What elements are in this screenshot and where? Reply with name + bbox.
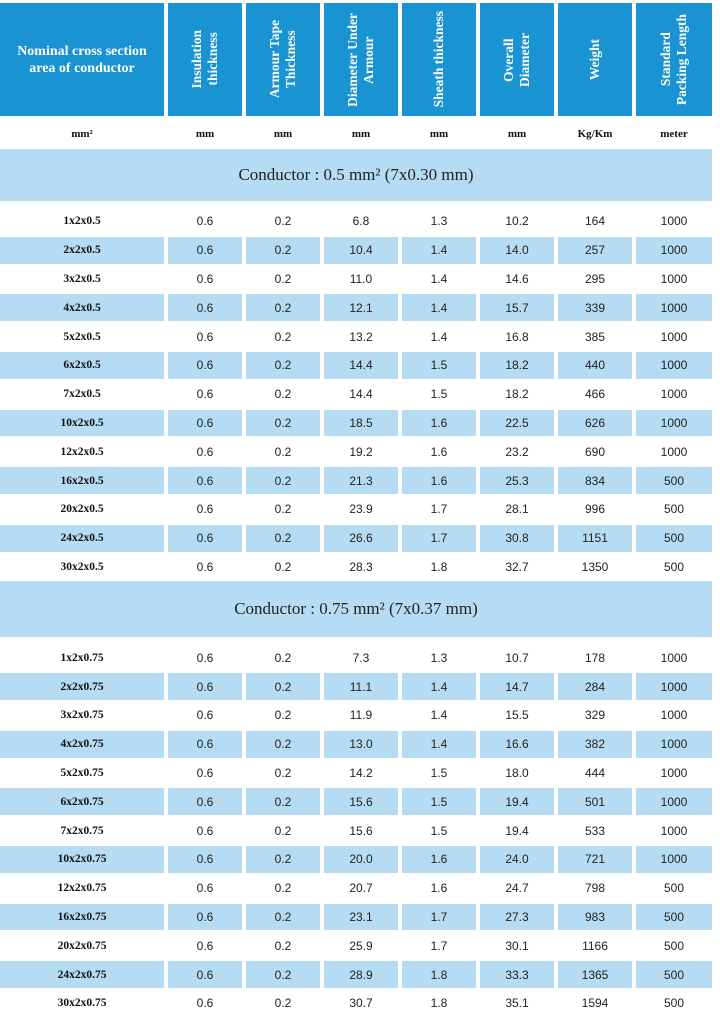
cell-sheath-thickness: 1.6 [402, 410, 476, 437]
cell-conductor-size: 12x2x0.5 [60, 445, 104, 458]
cell-conductor-size: 5x2x0.5 [63, 330, 101, 343]
cell-conductor-size: 24x2x0.5 [0, 525, 164, 552]
cell-overall-diameter: 14.6 [505, 271, 529, 286]
cell-overall-diameter: 33.3 [480, 961, 554, 988]
cell-overall-diameter: 23.2 [505, 444, 529, 459]
header-weight [558, 3, 632, 116]
cell-armour-tape-thickness: 0.2 [246, 410, 320, 437]
cell-conductor-size: 6x2x0.75 [0, 788, 164, 815]
cell-packing-length: 500 [663, 559, 685, 574]
header-insulation-thickness-label: Insulation thickness [189, 30, 220, 89]
cell-conductor-size: 30x2x0.75 [57, 997, 107, 1010]
cell-armour-tape-thickness: 0.2 [246, 352, 320, 379]
cell-diameter-under-armour: 28.9 [324, 961, 398, 988]
cell-weight: 440 [558, 352, 632, 379]
cell-insulation-thickness: 0.6 [196, 881, 214, 896]
cell-weight: 1166 [582, 938, 608, 953]
cell-diameter-under-armour: 18.5 [324, 410, 398, 437]
cell-conductor-size: 2x2x0.75 [0, 673, 164, 700]
cell-insulation-thickness: 0.6 [196, 650, 214, 665]
unit-weight: Kg/Km [577, 128, 613, 140]
cell-sheath-thickness: 1.4 [402, 294, 476, 321]
cell-weight: 501 [558, 788, 632, 815]
cell-weight: 834 [558, 467, 632, 494]
cell-diameter-under-armour: 15.6 [324, 788, 398, 815]
cell-conductor-size: 16x2x0.5 [0, 467, 164, 494]
cell-armour-tape-thickness: 0.2 [274, 502, 292, 517]
cell-sheath-thickness: 1.5 [430, 823, 448, 838]
cell-conductor-size: 3x2x0.5 [63, 272, 101, 285]
cell-sheath-thickness: 1.7 [430, 502, 448, 517]
cell-conductor-size: 5x2x0.75 [60, 766, 104, 779]
cell-diameter-under-armour: 28.3 [349, 559, 373, 574]
unit-armour-tape-thickness: mm [273, 128, 293, 140]
cell-diameter-under-armour: 11.1 [324, 673, 398, 700]
cell-packing-length: 1000 [660, 765, 688, 780]
cell-armour-tape-thickness: 0.2 [274, 765, 292, 780]
cell-packing-length: 1000 [660, 444, 688, 459]
cell-weight: 983 [558, 904, 632, 931]
cell-overall-diameter: 25.3 [480, 467, 554, 494]
cell-packing-length: 1000 [636, 410, 712, 437]
cell-armour-tape-thickness: 0.2 [274, 823, 292, 838]
header-sheath-thickness [402, 3, 476, 116]
header-weight-label: Weight [587, 38, 602, 81]
cell-insulation-thickness: 0.6 [168, 846, 242, 873]
cell-sheath-thickness: 1.6 [430, 881, 448, 896]
cell-conductor-size: 7x2x0.5 [63, 388, 101, 401]
cell-weight: 626 [558, 410, 632, 437]
cell-overall-diameter: 14.0 [480, 237, 554, 264]
header-standard-packing-length-label: Standard Packing Length [658, 13, 689, 106]
cell-diameter-under-armour: 30.7 [349, 996, 373, 1011]
header-diameter-under-armour-label: Diameter Under Armour [345, 12, 376, 107]
cell-overall-diameter: 16.8 [505, 329, 529, 344]
cell-weight: 533 [584, 823, 606, 838]
cell-packing-length: 1000 [636, 352, 712, 379]
unit-sheath-thickness: mm [429, 128, 449, 140]
cell-sheath-thickness: 1.7 [402, 525, 476, 552]
cell-insulation-thickness: 0.6 [168, 731, 242, 758]
unit-conductor-size: mm² [71, 128, 93, 140]
cell-overall-diameter: 15.5 [505, 708, 529, 723]
cell-conductor-size: 6x2x0.5 [0, 352, 164, 379]
cell-insulation-thickness: 0.6 [196, 387, 214, 402]
cell-diameter-under-armour: 14.4 [349, 387, 373, 402]
cell-insulation-thickness: 0.6 [168, 294, 242, 321]
header-standard-packing-length [636, 3, 712, 116]
header-armour-tape-thickness [246, 3, 320, 116]
cell-overall-diameter: 10.2 [505, 214, 529, 229]
cell-armour-tape-thickness: 0.2 [274, 938, 292, 953]
cell-packing-length: 1000 [660, 823, 688, 838]
cell-insulation-thickness: 0.6 [196, 329, 214, 344]
cell-weight: 1151 [558, 525, 632, 552]
cell-insulation-thickness: 0.6 [196, 444, 214, 459]
cell-overall-diameter: 15.7 [480, 294, 554, 321]
cell-packing-length: 1000 [636, 788, 712, 815]
cell-overall-diameter: 30.8 [480, 525, 554, 552]
cell-insulation-thickness: 0.6 [196, 559, 214, 574]
cell-armour-tape-thickness: 0.2 [274, 996, 292, 1011]
header-diameter-under-armour [324, 3, 398, 116]
header-sheath-thickness-label: Sheath thickness [431, 11, 446, 108]
header-insulation-thickness [168, 3, 242, 116]
cell-conductor-size: 20x2x0.75 [57, 939, 107, 952]
cell-diameter-under-armour: 11.0 [349, 271, 373, 286]
cell-insulation-thickness: 0.6 [196, 996, 214, 1011]
cell-armour-tape-thickness: 0.2 [246, 904, 320, 931]
cell-packing-length: 1000 [636, 846, 712, 873]
cell-weight: 382 [558, 731, 632, 758]
cell-insulation-thickness: 0.6 [196, 708, 214, 723]
cell-overall-diameter: 16.6 [480, 731, 554, 758]
cell-sheath-thickness: 1.5 [430, 765, 448, 780]
cell-weight: 257 [558, 237, 632, 264]
cell-packing-length: 1000 [636, 731, 712, 758]
cell-overall-diameter: 24.0 [480, 846, 554, 873]
cell-overall-diameter: 32.7 [505, 559, 529, 574]
cell-weight: 690 [584, 444, 606, 459]
cell-overall-diameter: 28.1 [505, 502, 529, 517]
unit-overall-diameter: mm [507, 128, 527, 140]
cell-insulation-thickness: 0.6 [168, 467, 242, 494]
cell-conductor-size: 7x2x0.75 [60, 824, 104, 837]
header-overall-diameter-label: Overall Diameter [501, 32, 532, 87]
cell-armour-tape-thickness: 0.2 [246, 294, 320, 321]
cell-packing-length: 500 [663, 996, 685, 1011]
cell-diameter-under-armour: 25.9 [349, 938, 373, 953]
cell-diameter-under-armour: 10.4 [324, 237, 398, 264]
cell-overall-diameter: 14.7 [480, 673, 554, 700]
cell-diameter-under-armour: 14.2 [349, 765, 373, 780]
cell-overall-diameter: 22.5 [480, 410, 554, 437]
cell-diameter-under-armour: 7.3 [352, 650, 370, 665]
cell-overall-diameter: 19.4 [480, 788, 554, 815]
cell-conductor-size: 4x2x0.75 [0, 731, 164, 758]
unit-diameter-under-armour: mm [351, 128, 371, 140]
cell-armour-tape-thickness: 0.2 [274, 444, 292, 459]
cell-insulation-thickness: 0.6 [196, 271, 214, 286]
cell-diameter-under-armour: 15.6 [349, 823, 373, 838]
cell-weight: 798 [584, 881, 606, 896]
cell-insulation-thickness: 0.6 [196, 938, 214, 953]
cell-weight: 1365 [558, 961, 632, 988]
cell-packing-length: 1000 [660, 650, 688, 665]
cell-armour-tape-thickness: 0.2 [246, 788, 320, 815]
cell-sheath-thickness: 1.5 [430, 387, 448, 402]
cell-conductor-size: 2x2x0.5 [0, 237, 164, 264]
cell-insulation-thickness: 0.6 [168, 961, 242, 988]
cell-diameter-under-armour: 23.9 [349, 502, 373, 517]
cell-weight: 339 [558, 294, 632, 321]
cell-overall-diameter: 27.3 [480, 904, 554, 931]
cell-armour-tape-thickness: 0.2 [274, 708, 292, 723]
cell-packing-length: 500 [636, 904, 712, 931]
header-nominal-cross-section-label: Nominal cross section area of conductor [17, 43, 147, 76]
cell-overall-diameter: 24.7 [505, 881, 529, 896]
cell-packing-length: 1000 [636, 294, 712, 321]
cell-insulation-thickness: 0.6 [196, 765, 214, 780]
cell-insulation-thickness: 0.6 [168, 352, 242, 379]
cell-sheath-thickness: 1.4 [402, 731, 476, 758]
cell-overall-diameter: 10.7 [505, 650, 529, 665]
cell-conductor-size: 1x2x0.75 [60, 651, 104, 664]
cell-diameter-under-armour: 6.8 [352, 214, 370, 229]
cell-armour-tape-thickness: 0.2 [246, 731, 320, 758]
cell-sheath-thickness: 1.5 [402, 788, 476, 815]
cell-packing-length: 1000 [660, 329, 688, 344]
cell-armour-tape-thickness: 0.2 [246, 846, 320, 873]
cell-sheath-thickness: 1.4 [430, 708, 448, 723]
cell-conductor-size: 24x2x0.75 [0, 961, 164, 988]
section-title: Conductor : 0.5 mm² (7x0.30 mm) [0, 149, 712, 201]
cell-packing-length: 1000 [660, 214, 688, 229]
cell-diameter-under-armour: 11.9 [349, 708, 373, 723]
cell-overall-diameter: 19.4 [505, 823, 529, 838]
cell-sheath-thickness: 1.6 [402, 467, 476, 494]
cell-sheath-thickness: 1.6 [402, 846, 476, 873]
cell-sheath-thickness: 1.7 [430, 938, 448, 953]
cell-conductor-size: 20x2x0.5 [60, 503, 104, 516]
cell-sheath-thickness: 1.6 [430, 444, 448, 459]
cell-conductor-size: 4x2x0.5 [0, 294, 164, 321]
unit-insulation-thickness: mm [195, 128, 215, 140]
cell-armour-tape-thickness: 0.2 [246, 525, 320, 552]
cell-overall-diameter: 18.2 [505, 387, 529, 402]
cell-sheath-thickness: 1.4 [402, 673, 476, 700]
cell-sheath-thickness: 1.3 [430, 650, 448, 665]
cell-sheath-thickness: 1.3 [430, 214, 448, 229]
header-nominal-cross-section [0, 3, 164, 116]
cell-armour-tape-thickness: 0.2 [246, 237, 320, 264]
cell-weight: 329 [584, 708, 606, 723]
cell-insulation-thickness: 0.6 [196, 214, 214, 229]
cell-conductor-size: 1x2x0.5 [63, 215, 101, 228]
cell-conductor-size: 10x2x0.75 [0, 846, 164, 873]
cell-sheath-thickness: 1.4 [402, 237, 476, 264]
header-overall-diameter [480, 3, 554, 116]
cell-armour-tape-thickness: 0.2 [274, 271, 292, 286]
cell-weight: 444 [584, 765, 606, 780]
cell-conductor-size: 12x2x0.75 [57, 882, 107, 895]
cell-sheath-thickness: 1.5 [402, 352, 476, 379]
cell-weight: 164 [584, 214, 606, 229]
cell-packing-length: 1000 [636, 673, 712, 700]
cell-conductor-size: 16x2x0.75 [0, 904, 164, 931]
cell-armour-tape-thickness: 0.2 [274, 387, 292, 402]
cell-packing-length: 1000 [636, 237, 712, 264]
cell-weight: 1594 [581, 996, 609, 1011]
cell-weight: 466 [584, 387, 606, 402]
cell-armour-tape-thickness: 0.2 [274, 650, 292, 665]
cell-diameter-under-armour: 20.7 [349, 881, 373, 896]
cell-packing-length: 500 [663, 502, 685, 517]
cell-armour-tape-thickness: 0.2 [274, 329, 292, 344]
cell-weight: 385 [584, 329, 606, 344]
cell-insulation-thickness: 0.6 [168, 788, 242, 815]
cell-diameter-under-armour: 26.6 [324, 525, 398, 552]
cell-sheath-thickness: 1.4 [430, 329, 448, 344]
cell-insulation-thickness: 0.6 [196, 502, 214, 517]
cell-diameter-under-armour: 13.0 [324, 731, 398, 758]
cell-armour-tape-thickness: 0.2 [246, 961, 320, 988]
cell-weight: 1350 [581, 559, 609, 574]
cell-armour-tape-thickness: 0.2 [274, 559, 292, 574]
header-armour-tape-thickness-label: Armour Tape Thickness [267, 20, 298, 99]
cell-packing-length: 500 [663, 938, 685, 953]
cell-armour-tape-thickness: 0.2 [274, 214, 292, 229]
cell-diameter-under-armour: 12.1 [324, 294, 398, 321]
cell-packing-length: 1000 [660, 387, 688, 402]
cell-sheath-thickness: 1.8 [402, 961, 476, 988]
cell-diameter-under-armour: 13.2 [349, 329, 373, 344]
cell-insulation-thickness: 0.6 [168, 237, 242, 264]
cell-insulation-thickness: 0.6 [168, 525, 242, 552]
cell-conductor-size: 30x2x0.5 [60, 560, 104, 573]
cell-packing-length: 1000 [660, 271, 688, 286]
cell-diameter-under-armour: 23.1 [324, 904, 398, 931]
cell-overall-diameter: 18.2 [480, 352, 554, 379]
cell-weight: 178 [584, 650, 606, 665]
cell-insulation-thickness: 0.6 [168, 673, 242, 700]
cell-insulation-thickness: 0.6 [168, 904, 242, 931]
cell-overall-diameter: 35.1 [505, 996, 529, 1011]
cell-sheath-thickness: 1.8 [430, 559, 448, 574]
cell-diameter-under-armour: 14.4 [324, 352, 398, 379]
cell-sheath-thickness: 1.4 [430, 271, 448, 286]
cell-sheath-thickness: 1.7 [402, 904, 476, 931]
cell-armour-tape-thickness: 0.2 [246, 467, 320, 494]
cell-armour-tape-thickness: 0.2 [274, 881, 292, 896]
cell-weight: 295 [584, 271, 606, 286]
cell-weight: 284 [558, 673, 632, 700]
cell-packing-length: 500 [636, 467, 712, 494]
cell-overall-diameter: 18.0 [505, 765, 529, 780]
cell-insulation-thickness: 0.6 [196, 823, 214, 838]
cell-diameter-under-armour: 19.2 [349, 444, 373, 459]
cell-diameter-under-armour: 21.3 [324, 467, 398, 494]
cell-armour-tape-thickness: 0.2 [246, 673, 320, 700]
cell-conductor-size: 10x2x0.5 [0, 410, 164, 437]
cell-packing-length: 500 [663, 881, 685, 896]
section-title: Conductor : 0.75 mm² (7x0.37 mm) [0, 581, 712, 637]
cell-weight: 996 [584, 502, 606, 517]
cell-insulation-thickness: 0.6 [168, 410, 242, 437]
cell-packing-length: 1000 [660, 708, 688, 723]
cell-packing-length: 500 [636, 525, 712, 552]
unit-packing-length: meter [660, 128, 688, 140]
cell-diameter-under-armour: 20.0 [324, 846, 398, 873]
cell-weight: 721 [558, 846, 632, 873]
cell-overall-diameter: 30.1 [505, 938, 529, 953]
cell-sheath-thickness: 1.8 [430, 996, 448, 1011]
cell-packing-length: 500 [636, 961, 712, 988]
cell-conductor-size: 3x2x0.75 [60, 709, 104, 722]
